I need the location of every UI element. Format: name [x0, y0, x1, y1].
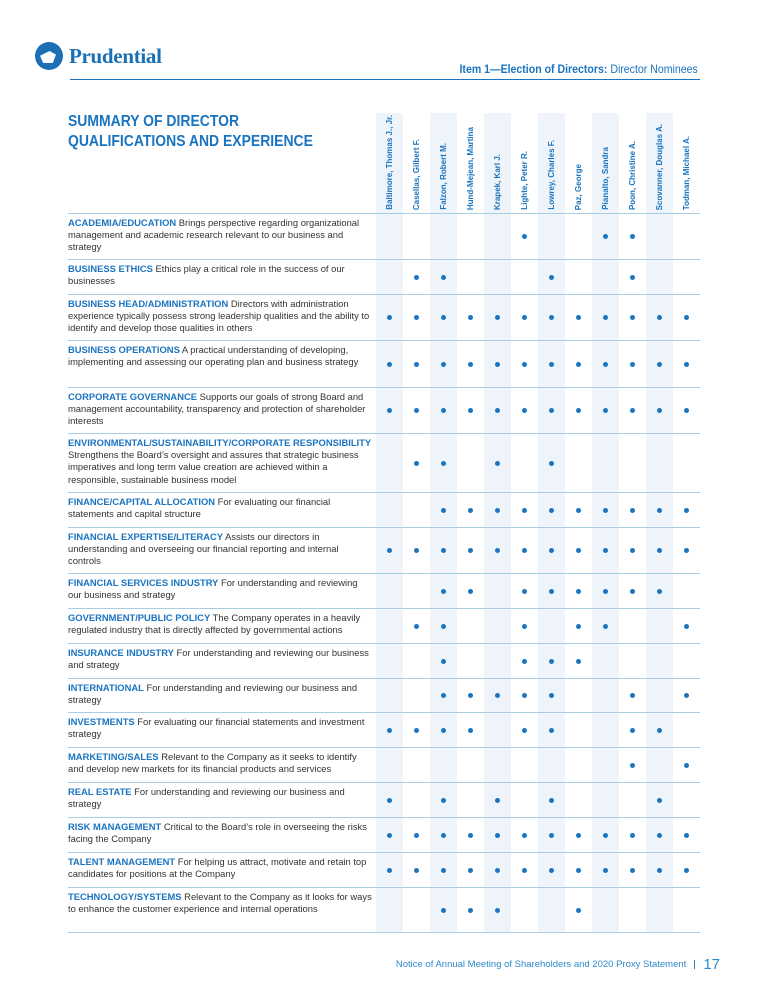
qualification-dot	[684, 362, 689, 367]
row-divider	[68, 573, 700, 574]
qualification-description: Strengthens the Board’s oversight and assures that strategic business imperatives and long term value creation are achieved within a responsible, sustainable business model	[68, 449, 359, 485]
qualification-description: Assists our directors in understanding and overseeing our financial reporting and internal controls	[68, 531, 339, 567]
qualification-label: TALENT MANAGEMENT	[68, 856, 176, 867]
row-divider	[68, 527, 700, 528]
qualification-dot	[522, 868, 527, 873]
qualification-dot	[603, 868, 608, 873]
qualification-description: For helping us attract, motivate and retain top candidates for positions at the Company	[68, 856, 367, 880]
qualification-dot	[522, 548, 527, 553]
qualification-dot	[576, 908, 581, 913]
director-name: Lowrey, Charles F.	[547, 140, 556, 210]
qualification-dot	[603, 315, 608, 320]
qualification-dot	[468, 908, 473, 913]
qualification-dot	[522, 408, 527, 413]
qualification-dot	[630, 408, 635, 413]
qualification-dot	[522, 659, 527, 664]
qualification-dot	[468, 833, 473, 838]
qualification-dot	[603, 362, 608, 367]
qualification-description: For understanding and reviewing our business and strategy	[68, 786, 345, 810]
qualification-dot	[549, 728, 554, 733]
qualification-row-text	[68, 496, 373, 520]
qualification-description: Critical to the Board’s role in overseeing the risks facing the Company	[68, 821, 367, 845]
qualification-row-text	[68, 217, 373, 254]
qualification-description: Relevant to the Company as it looks for ways to enhance the customer experience and internal operations	[68, 891, 372, 915]
qualification-row-text	[68, 298, 373, 335]
qualification-dot	[468, 589, 473, 594]
qualification-dot	[549, 833, 554, 838]
qualification-dot	[387, 798, 392, 803]
qualification-row-text	[68, 391, 373, 428]
qualification-dot	[657, 508, 662, 513]
qualification-dot	[441, 315, 446, 320]
qualification-dot	[387, 868, 392, 873]
qualification-dot	[603, 833, 608, 838]
row-divider	[68, 712, 700, 713]
qualification-dot	[414, 275, 419, 280]
qualification-dot	[522, 234, 527, 239]
qualification-dot	[603, 408, 608, 413]
qualification-dot	[549, 589, 554, 594]
qualification-dot	[414, 315, 419, 320]
qualification-description: A practical understanding of developing, implementing and assessing our operating plan and business strategy	[68, 344, 359, 368]
qualification-dot	[657, 728, 662, 733]
qualification-dot	[684, 868, 689, 873]
qualification-description: Relevant to the Company as it seeks to identify and develop new markets for its financial products and services	[68, 751, 357, 775]
row-divider	[68, 492, 700, 493]
qualification-dot	[414, 548, 419, 553]
qualification-label: CORPORATE GOVERNANCE	[68, 391, 198, 402]
title-line-2: QUALIFICATIONS AND EXPERIENCE	[68, 133, 313, 150]
director-name: Casellas, Gilbert F.	[412, 138, 421, 210]
qualification-row-text	[68, 682, 373, 706]
qualification-dot	[522, 508, 527, 513]
qualification-dot	[441, 798, 446, 803]
qualification-dot	[684, 833, 689, 838]
qualification-label: FINANCIAL SERVICES INDUSTRY	[68, 577, 219, 588]
qualification-dot	[576, 548, 581, 553]
rock-logo-icon	[35, 42, 63, 70]
director-column-header	[619, 110, 646, 210]
qualification-dot	[495, 408, 500, 413]
qualification-dot	[630, 728, 635, 733]
qualification-dot	[495, 908, 500, 913]
qualification-row-text	[68, 577, 373, 601]
qualification-description: For understanding and reviewing our business and strategy	[68, 577, 358, 601]
column-shading	[376, 113, 403, 932]
qualification-dot	[549, 508, 554, 513]
qualification-dot	[414, 624, 419, 629]
qualification-dot	[387, 315, 392, 320]
qualification-row-text	[68, 344, 373, 368]
qualification-dot	[549, 659, 554, 664]
director-column-header	[403, 110, 430, 210]
qualification-row-text	[68, 263, 373, 287]
qualification-dot	[549, 461, 554, 466]
qualification-dot	[468, 508, 473, 513]
title-line-1: SUMMARY OF DIRECTOR	[68, 113, 240, 130]
qualification-dot	[414, 362, 419, 367]
row-divider	[68, 433, 700, 434]
qualification-label: GOVERNMENT/PUBLIC POLICY	[68, 612, 211, 623]
row-divider	[68, 887, 700, 888]
qualification-dot	[576, 868, 581, 873]
section-heading-rest: Director Nominees	[610, 62, 698, 76]
qualification-dot	[684, 693, 689, 698]
qualification-dot	[441, 508, 446, 513]
director-column-header	[511, 110, 538, 210]
qualification-label: INTERNATIONAL	[68, 682, 144, 693]
qualification-row-text	[68, 856, 373, 880]
qualification-dot	[468, 548, 473, 553]
qualification-dot	[657, 868, 662, 873]
qualification-dot	[576, 408, 581, 413]
qualification-dot	[495, 833, 500, 838]
qualification-label: BUSINESS ETHICS	[68, 263, 153, 274]
qualification-row-text	[68, 647, 373, 671]
director-name: Poon, Christine A.	[628, 140, 637, 210]
qualification-dot	[495, 461, 500, 466]
prudential-logo	[35, 42, 162, 70]
qualification-dot	[495, 798, 500, 803]
qualification-dot	[576, 315, 581, 320]
row-divider	[68, 387, 700, 388]
director-name: Krapek, Karl J.	[493, 153, 502, 210]
header-divider	[70, 79, 700, 80]
qualification-dot	[495, 315, 500, 320]
qualification-dot	[468, 408, 473, 413]
row-divider	[68, 747, 700, 748]
qualification-dot	[657, 589, 662, 594]
qualification-row-text	[68, 786, 373, 810]
column-shading	[538, 113, 565, 932]
qualification-dot	[630, 589, 635, 594]
director-column-header	[457, 110, 484, 210]
table-header-rule	[68, 213, 700, 214]
director-name: Falzon, Robert M.	[439, 143, 448, 210]
qualification-dot	[522, 315, 527, 320]
footer-separator	[694, 960, 695, 969]
qualification-label: BUSINESS HEAD/ADMINISTRATION	[68, 298, 229, 309]
qualification-dot	[468, 728, 473, 733]
qualification-dot	[522, 833, 527, 838]
qualification-dot	[522, 362, 527, 367]
row-divider	[68, 678, 700, 679]
qualification-dot	[441, 408, 446, 413]
qualification-dot	[441, 589, 446, 594]
qualification-dot	[441, 624, 446, 629]
qualification-dot	[576, 833, 581, 838]
director-column-header	[673, 110, 700, 210]
qualification-row-text	[68, 612, 373, 636]
column-shading	[430, 113, 457, 932]
qualification-label: ENVIRONMENTAL/SUSTAINABILITY/CORPORATE RESPONSIBILITY	[68, 437, 372, 448]
qualification-row-text	[68, 751, 373, 775]
qualification-dot	[549, 362, 554, 367]
qualification-dot	[387, 408, 392, 413]
section-heading-bold: Item 1—Election of Directors:	[459, 62, 608, 76]
director-name: Todman, Michael A.	[682, 135, 691, 210]
page-footer	[396, 956, 720, 973]
qualification-dot	[630, 763, 635, 768]
qualification-dot	[603, 589, 608, 594]
qualification-dot	[414, 868, 419, 873]
qualification-label: INSURANCE INDUSTRY	[68, 647, 174, 658]
qualification-dot	[657, 362, 662, 367]
qualification-dot	[549, 693, 554, 698]
qualification-dot	[441, 275, 446, 280]
qualification-label: ACADEMIA/EDUCATION	[68, 217, 177, 228]
qualification-dot	[441, 868, 446, 873]
qualification-dot	[630, 315, 635, 320]
row-divider	[68, 643, 700, 644]
director-name: Baltimore, Thomas J., Jr.	[385, 115, 394, 210]
qualification-dot	[549, 798, 554, 803]
qualification-dot	[576, 508, 581, 513]
qualification-dot	[684, 763, 689, 768]
director-column-header	[592, 110, 619, 210]
qualification-label: TECHNOLOGY/SYSTEMS	[68, 891, 182, 902]
qualification-dot	[630, 234, 635, 239]
qualification-description: For evaluating our financial statements and investment strategy	[68, 716, 365, 740]
director-name: Hund-Mejean, Martina	[466, 126, 475, 210]
qualification-dot	[387, 548, 392, 553]
qualification-dot	[441, 693, 446, 698]
qualification-dot	[387, 833, 392, 838]
page-number: 17	[703, 956, 720, 973]
qualification-dot	[630, 868, 635, 873]
qualification-dot	[549, 408, 554, 413]
qualification-dot	[549, 868, 554, 873]
qualification-dot	[414, 833, 419, 838]
row-divider	[68, 294, 700, 295]
qualification-label: MARKETING/SALES	[68, 751, 159, 762]
qualification-dot	[657, 798, 662, 803]
qualification-dot	[495, 548, 500, 553]
row-divider	[68, 932, 700, 933]
director-column-header	[538, 110, 565, 210]
row-divider	[68, 782, 700, 783]
director-column-header	[376, 110, 403, 210]
qualification-dot	[630, 275, 635, 280]
qualification-dot	[414, 461, 419, 466]
qualification-dot	[495, 508, 500, 513]
qualification-dot	[387, 728, 392, 733]
qualification-dot	[414, 728, 419, 733]
row-divider	[68, 608, 700, 609]
qualification-description: For understanding and reviewing our business and strategy	[68, 647, 369, 671]
qualification-dot	[441, 908, 446, 913]
qualification-dot	[603, 234, 608, 239]
qualification-dot	[522, 589, 527, 594]
qualification-row-text	[68, 891, 373, 915]
footer-text: Notice of Annual Meeting of Shareholders and 2020 Proxy Statement	[395, 959, 687, 970]
page-title	[68, 112, 313, 152]
qualification-dot	[684, 508, 689, 513]
qualification-dot	[495, 362, 500, 367]
qualification-label: BUSINESS OPERATIONS	[68, 344, 180, 355]
qualification-dot	[576, 362, 581, 367]
qualification-dot	[441, 362, 446, 367]
qualification-row-text	[68, 821, 373, 845]
qualification-dot	[630, 362, 635, 367]
qualification-row-text	[68, 531, 373, 568]
row-divider	[68, 852, 700, 853]
qualification-dot	[630, 693, 635, 698]
qualification-dot	[468, 315, 473, 320]
qualification-row-text	[68, 437, 373, 486]
qualification-dot	[657, 315, 662, 320]
qualification-dot	[684, 408, 689, 413]
qualification-dot	[522, 693, 527, 698]
qualification-description: The Company operates in a heavily regulated industry that is directly affected by governmental actions	[68, 612, 361, 636]
qualification-dot	[576, 659, 581, 664]
qualification-dot	[495, 693, 500, 698]
qualification-label: REAL ESTATE	[68, 786, 132, 797]
qualification-dot	[495, 868, 500, 873]
column-shading	[646, 113, 673, 932]
director-name: Scovanner, Douglas A.	[655, 123, 664, 210]
qualification-dot	[684, 548, 689, 553]
qualification-dot	[576, 624, 581, 629]
qualification-dot	[684, 315, 689, 320]
qualification-label: FINANCIAL EXPERTISE/LITERACY	[68, 531, 224, 542]
qualification-dot	[441, 461, 446, 466]
qualification-description: For evaluating our financial statements and capital structure	[68, 496, 331, 520]
qualification-dot	[630, 833, 635, 838]
director-column-header	[565, 110, 592, 210]
director-name: Pianalto, Sandra	[601, 147, 610, 210]
qualification-description: Supports our goals of strong Board and management accountability, transparency and protection of shareholder interests	[68, 391, 366, 427]
row-divider	[68, 817, 700, 818]
qualification-dot	[657, 548, 662, 553]
qualification-label: RISK MANAGEMENT	[68, 821, 162, 832]
qualification-label: INVESTMENTS	[68, 716, 135, 727]
column-shading	[484, 113, 511, 932]
director-name: Paz, George	[574, 163, 583, 210]
qualification-dot	[468, 362, 473, 367]
qualification-dot	[414, 408, 419, 413]
qualification-description: For understanding and reviewing our business and strategy	[68, 682, 358, 706]
qualification-dot	[630, 508, 635, 513]
qualification-dot	[441, 833, 446, 838]
qualification-label: FINANCE/CAPITAL ALLOCATION	[68, 496, 216, 507]
director-column-header	[646, 110, 673, 210]
director-column-header	[430, 110, 457, 210]
qualification-dot	[522, 624, 527, 629]
qualification-dot	[603, 548, 608, 553]
director-column-header	[484, 110, 511, 210]
qualification-description: Brings perspective regarding organizational management and academic research relevant to our business and strategy	[68, 217, 360, 253]
qualification-dot	[603, 508, 608, 513]
director-name: Lighte, Peter R.	[520, 151, 529, 210]
qualification-dot	[441, 659, 446, 664]
qualification-dot	[549, 275, 554, 280]
row-divider	[68, 259, 700, 260]
qualification-dot	[387, 362, 392, 367]
qualification-dot	[468, 693, 473, 698]
qualification-description: Directors with administration experience typically possess strong leadership qualities and the ability to identify and develop those qualities in others	[68, 298, 370, 334]
qualification-dot	[441, 548, 446, 553]
qualification-dot	[549, 315, 554, 320]
qualification-description: Ethics play a critical role in the success of our businesses	[68, 263, 345, 287]
row-divider	[68, 340, 700, 341]
qualification-dot	[603, 624, 608, 629]
qualification-dot	[441, 728, 446, 733]
qualification-dot	[630, 548, 635, 553]
qualification-dot	[549, 548, 554, 553]
qualification-dot	[576, 589, 581, 594]
section-heading	[460, 62, 698, 76]
qualification-dot	[657, 408, 662, 413]
qualification-dot	[468, 868, 473, 873]
qualification-row-text	[68, 716, 373, 740]
qualification-dot	[657, 833, 662, 838]
logo-text: Prudential	[69, 43, 162, 68]
qualification-dot	[684, 624, 689, 629]
qualification-dot	[522, 728, 527, 733]
